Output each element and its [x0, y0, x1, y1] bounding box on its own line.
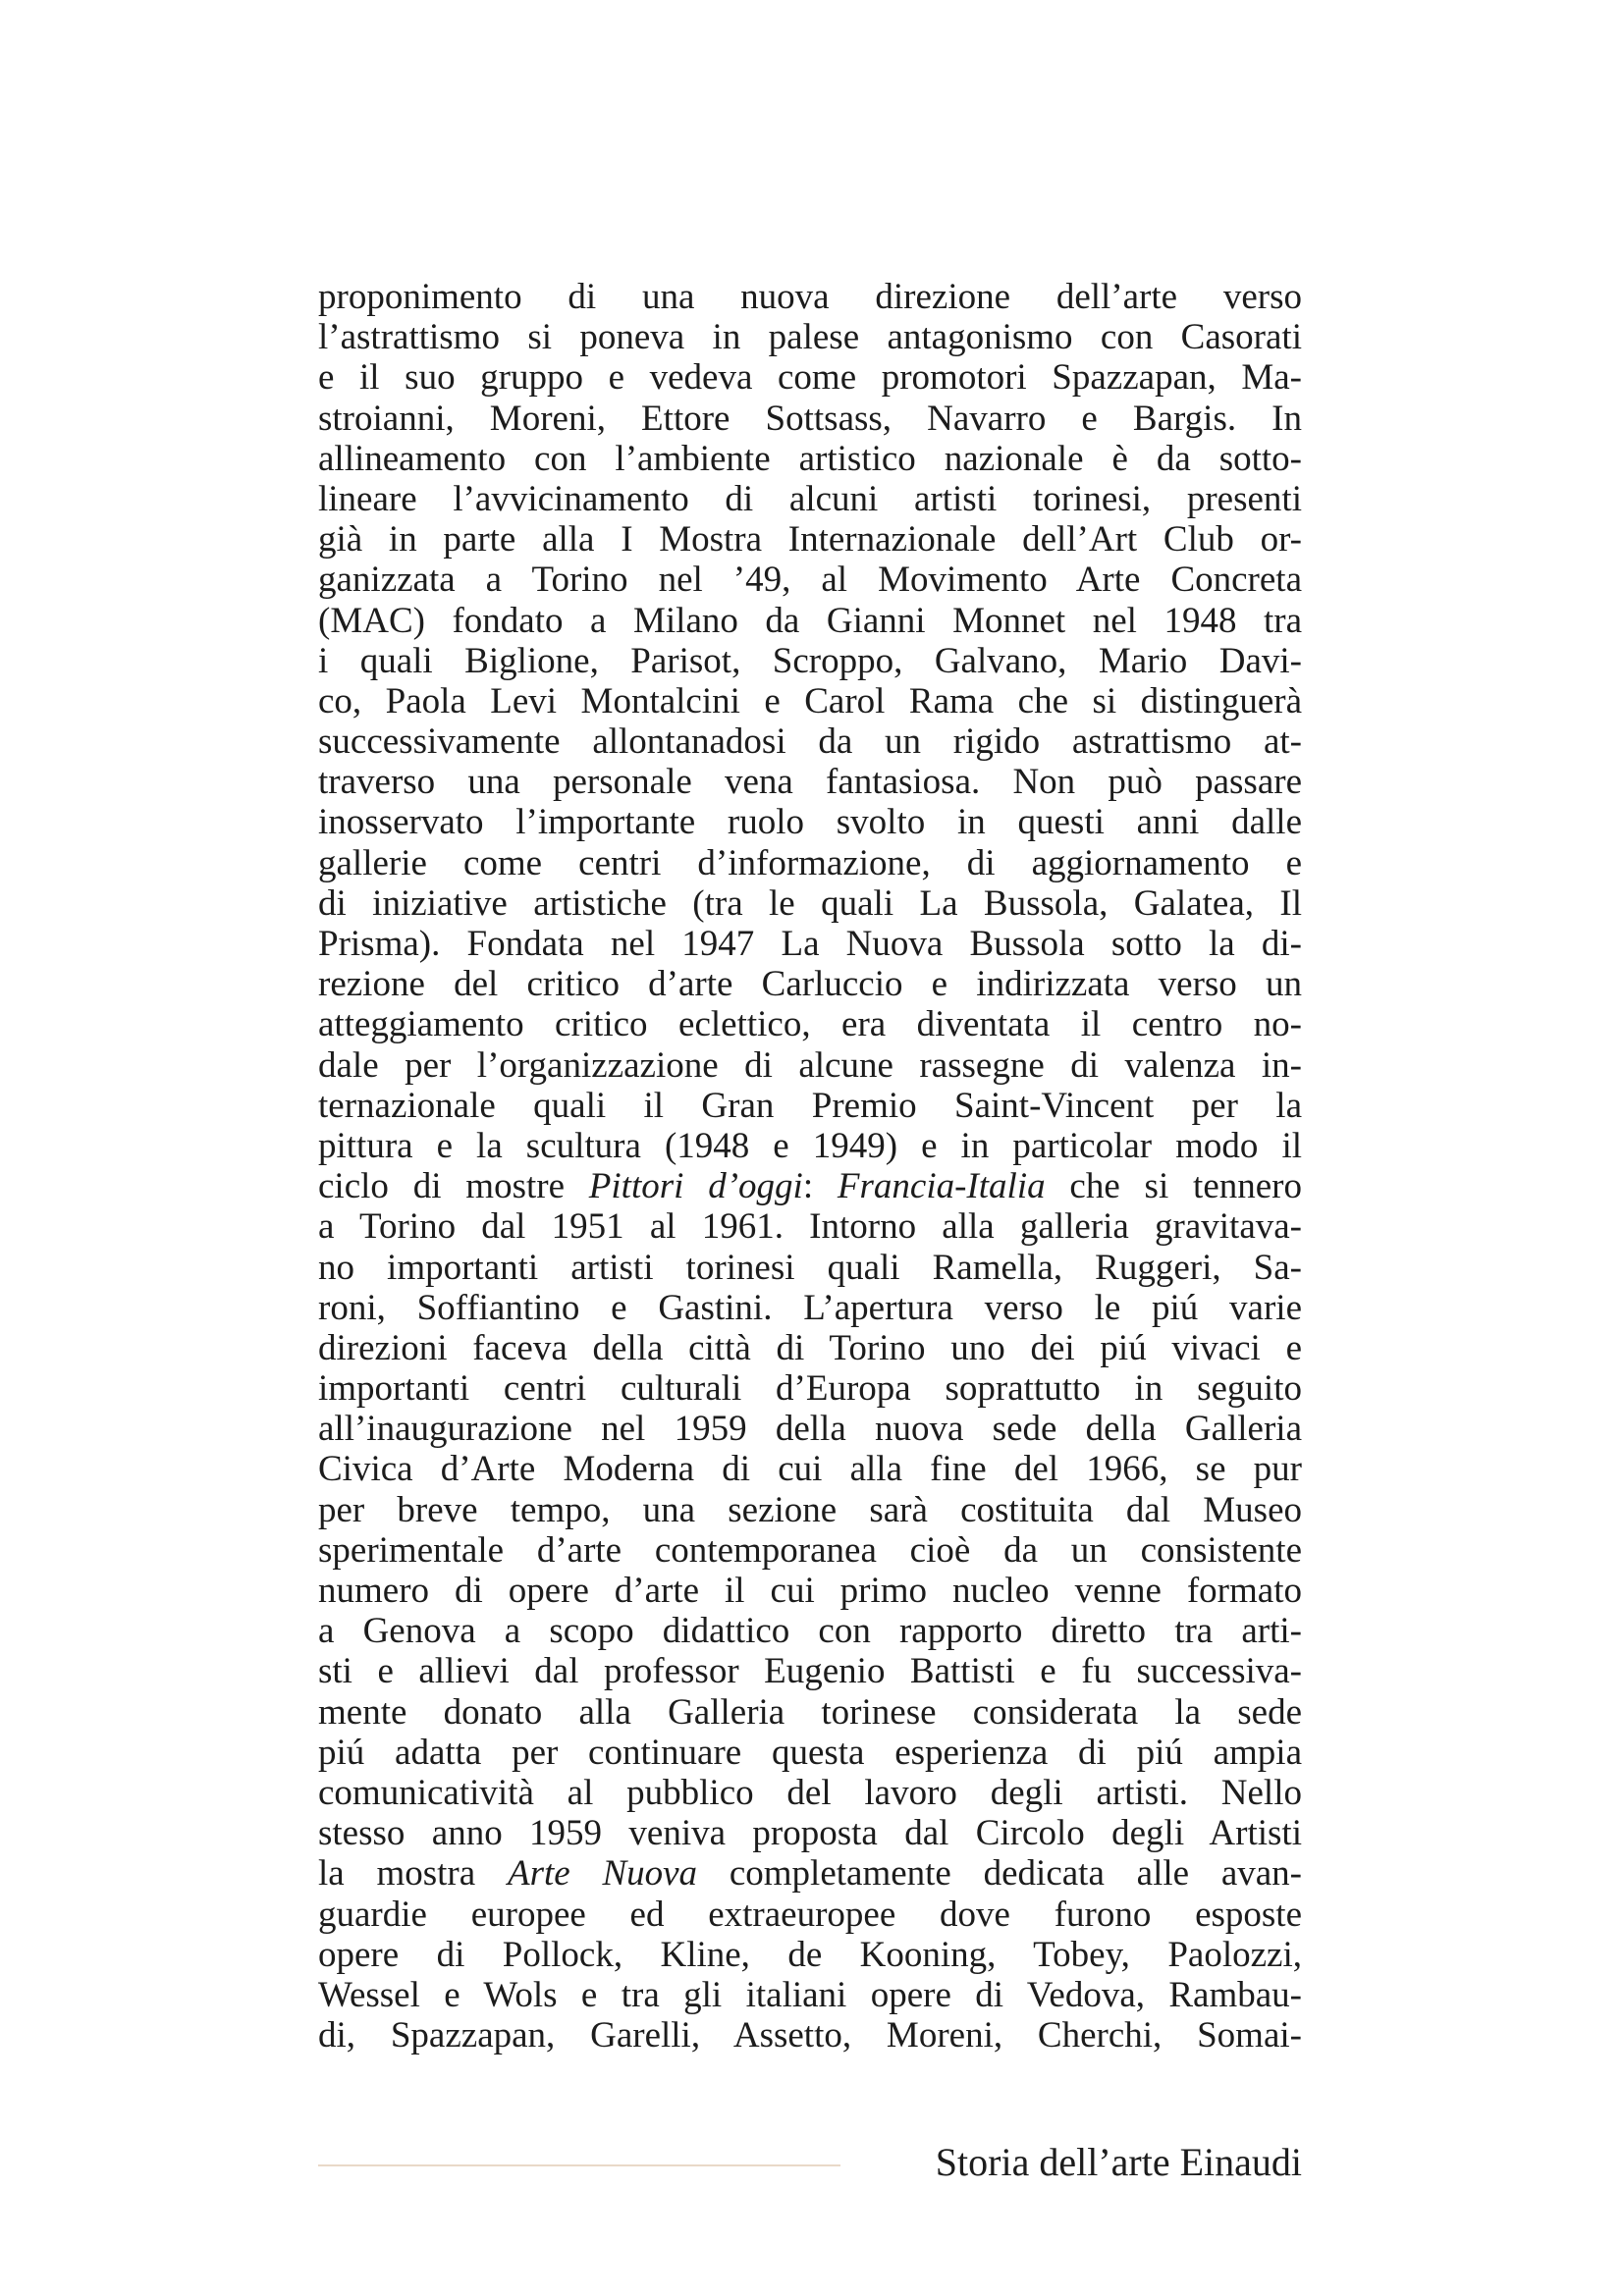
- text-line: direzioni faceva della città di Torino uno dei piú vivaci e: [318, 1327, 1302, 1368]
- text-line: no importanti artisti torinesi quali Ramella, Ruggeri, Sa-: [318, 1247, 1302, 1288]
- text-line: gallerie come centri d’informazione, di aggiornamento e: [318, 842, 1302, 883]
- text-line: a Genova a scopo didattico con rapporto diretto tra arti-: [318, 1611, 1302, 1652]
- text-line: di iniziative artistiche (tra le quali La Bussola, Galatea, Il: [318, 882, 1302, 924]
- text-line: traverso una personale vena fantasiosa. Non può passare: [318, 762, 1302, 803]
- text-line: ternazionale quali il Gran Premio Saint-Vincent per la: [318, 1085, 1302, 1126]
- text-line: rezione del critico d’arte Carluccio e indirizzata verso un: [318, 964, 1302, 1005]
- text-line: numero di opere d’arte il cui primo nucleo venne formato: [318, 1571, 1302, 1611]
- text-line: e il suo gruppo e vedeva come promotori Spazzapan, Ma-: [318, 357, 1302, 399]
- text-line: allineamento con l’ambiente artistico nazionale è da sotto-: [318, 438, 1302, 479]
- text-line: a Torino dal 1951 al 1961. Intorno alla galleria gravitava-: [318, 1206, 1302, 1248]
- text-line: per breve tempo, una sezione sarà costituita dal Museo: [318, 1489, 1302, 1530]
- text-line: guardie europee ed extraeuropee dove furono esposte: [318, 1894, 1302, 1935]
- body-text: [318, 277, 1302, 2056]
- text-line: Civica d’Arte Moderna di cui alla fine del 1966, se pur: [318, 1449, 1302, 1490]
- text-line: proponimento di una nuova direzione dell’arte verso: [318, 277, 1302, 317]
- text-line: importanti centri culturali d’Europa soprattutto in seguito: [318, 1368, 1302, 1410]
- text-line: i quali Biglione, Parisot, Scroppo, Galvano, Mario Davi-: [318, 640, 1302, 681]
- text-line: (MAC) fondato a Milano da Gianni Monnet nel 1948 tra: [318, 600, 1302, 641]
- text-line: co, Paola Levi Montalcini e Carol Rama che si distinguerà: [318, 680, 1302, 721]
- footer-rule: [318, 2164, 840, 2166]
- text-line: ganizzata a Torino nel ’49, al Movimento Arte Concreta: [318, 560, 1302, 601]
- text-line: lineare l’avvicinamento di alcuni artisti torinesi, presenti: [318, 478, 1302, 519]
- text-line: stesso anno 1959 veniva proposta dal Circolo degli Artisti: [318, 1813, 1302, 1854]
- text-line: successivamente allontanadosi da un rigido astrattismo at-: [318, 721, 1302, 763]
- text-line: stroianni, Moreni, Ettore Sottsass, Navarro e Bargis. In: [318, 398, 1302, 439]
- text-line: Prisma). Fondata nel 1947 La Nuova Bussola sotto la di-: [318, 924, 1302, 964]
- text-line: piú adatta per continuare questa esperienza di piú ampia: [318, 1732, 1302, 1773]
- text-line: atteggiamento critico eclettico, era diventata il centro no-: [318, 1004, 1302, 1045]
- text-line: pittura e la scultura (1948 e 1949) e in particolar modo il: [318, 1125, 1302, 1166]
- text-line: già in parte alla I Mostra Internazionale dell’Art Club or-: [318, 519, 1302, 561]
- text-line: mente donato alla Galleria torinese considerata la sede: [318, 1691, 1302, 1733]
- text-line: dale per l’organizzazione di alcune rassegne di valenza in-: [318, 1044, 1302, 1086]
- text-line: sperimentale d’arte contemporanea cioè da un consistente: [318, 1529, 1302, 1571]
- page-footer: [318, 2138, 1302, 2187]
- footer-title: Storia dell’arte Einaudi: [935, 2140, 1302, 2184]
- text-line: inosservato l’importante ruolo svolto in questi anni dalle: [318, 802, 1302, 843]
- text-line: opere di Pollock, Kline, de Kooning, Tobey, Paolozzi,: [318, 1934, 1302, 1975]
- text-line: comunicatività al pubblico del lavoro degli artisti. Nello: [318, 1772, 1302, 1813]
- text-line: ciclo di mostre Pittori d’oggi: Francia-Italia che si tennero: [318, 1166, 1302, 1207]
- text-line: roni, Soffiantino e Gastini. L’apertura verso le piú varie: [318, 1287, 1302, 1328]
- text-line: la mostra Arte Nuova completamente dedicata alle avan-: [318, 1853, 1302, 1895]
- text-line: l’astrattismo si poneva in palese antagonismo con Casorati: [318, 317, 1302, 358]
- text-line: Wessel e Wols e tra gli italiani opere di Vedova, Rambau-: [318, 1974, 1302, 2015]
- text-line: di, Spazzapan, Garelli, Assetto, Moreni, Cherchi, Somai-: [318, 2015, 1302, 2056]
- text-line: sti e allievi dal professor Eugenio Battisti e fu successiva-: [318, 1651, 1302, 1692]
- text-line: all’inaugurazione nel 1959 della nuova sede della Galleria: [318, 1409, 1302, 1450]
